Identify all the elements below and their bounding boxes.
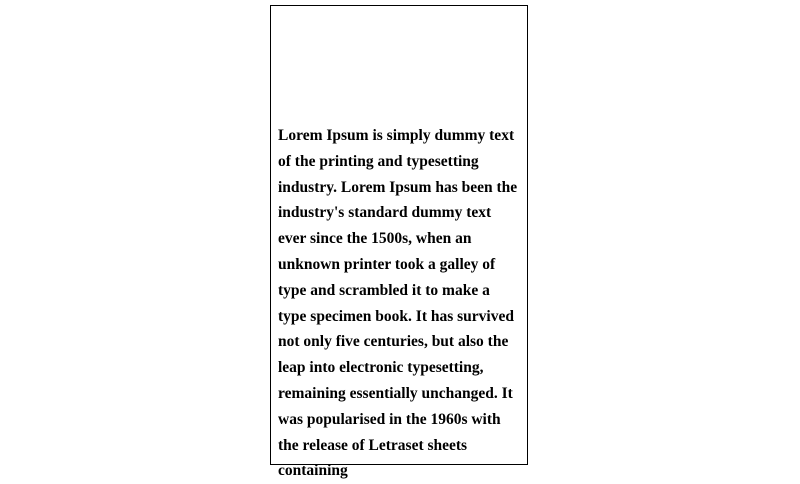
panel-blank-area	[271, 6, 527, 123]
text-panel	[270, 5, 528, 480]
body-paragraph: Lorem Ipsum is simply dummy text of the printing and typesetting industry. Lorem Ipsum has been the industry's standard dummy text ever since the 1500s, when an unknown printer took a galley of type and scrambled it to make a type specimen book. It has survived not only five centuries, but also the leap into electronic typesetting, remaining essentially unchanged. It was popularised in the 1960s with the release of Letraset sheets containing	[278, 127, 518, 480]
